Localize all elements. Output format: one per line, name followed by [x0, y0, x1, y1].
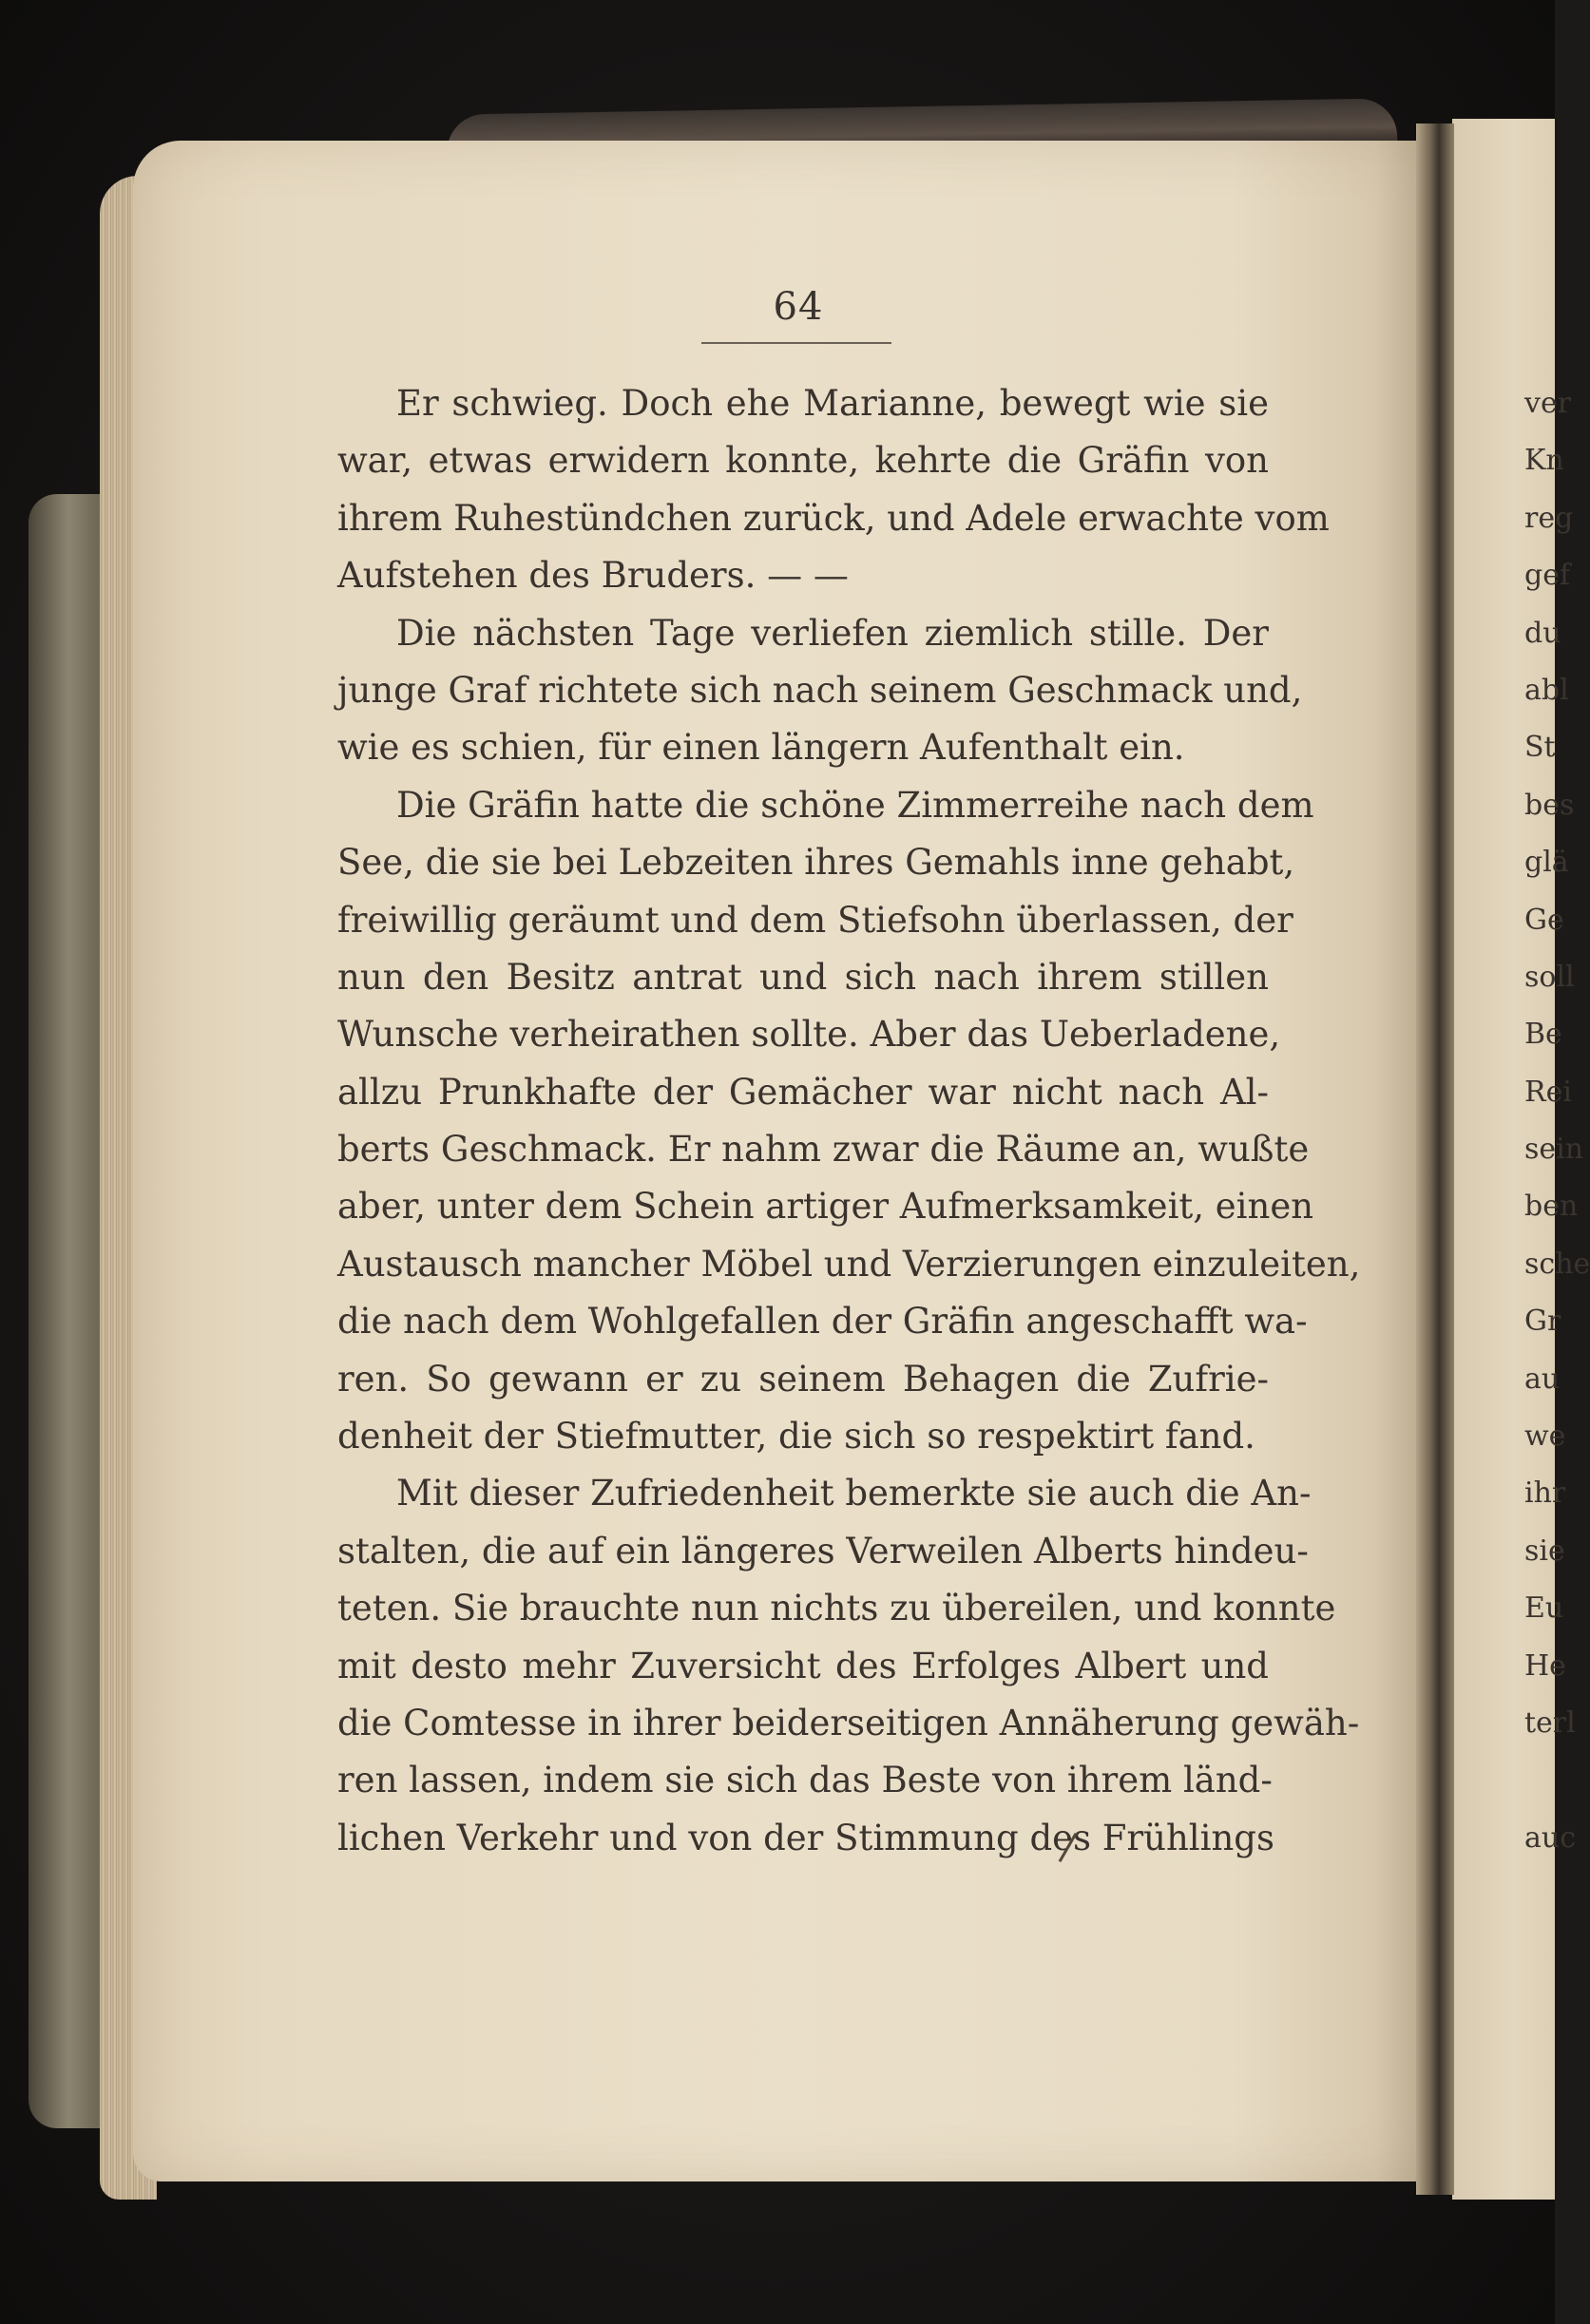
facing-page-fragment: sein	[1524, 1133, 1584, 1167]
text-line: wie es schien, für einen längern Aufenthalt ein.	[337, 727, 1185, 769]
facing-page-fragment: glä	[1524, 846, 1569, 880]
text-line: See, die sie bei Lebzeiten ihres Gemahls inne gehabt,	[337, 842, 1295, 884]
text-line: denheit der Stiefmutter, die sich so respektirt fand.	[337, 1416, 1255, 1457]
facing-page-text	[1524, 375, 1590, 1867]
text-line: Aufstehen des Bruders. — —	[337, 555, 849, 597]
text-line: Wunsche verheirathen sollte. Aber das Ueberladene,	[337, 1014, 1281, 1056]
text-line: stalten, die auf ein längeres Verweilen Alberts hindeu-	[337, 1530, 1309, 1572]
text-line: nun den Besitz antrat und sich nach ihrem stillen	[337, 956, 1269, 998]
facing-page-fragment: soll	[1524, 960, 1575, 994]
facing-page-fragment: ver	[1524, 387, 1572, 420]
facing-page-fragment: bes	[1524, 788, 1575, 822]
page-body-text	[337, 375, 1361, 1867]
facing-page-fragment: sie	[1524, 1533, 1565, 1568]
page-number: 64	[773, 285, 824, 329]
text-line: ihrem Ruhestündchen zurück, und Adele erwachte vom	[337, 497, 1330, 539]
text-line: allzu Prunkhafte der Gemächer war nicht nach Al-	[337, 1071, 1269, 1113]
text-line: aber, unter dem Schein artiger Aufmerksamkeit, einen	[337, 1186, 1314, 1228]
facing-page-fragment: ben	[1524, 1190, 1579, 1224]
facing-page-fragment: abl	[1524, 673, 1569, 707]
text-line: die nach dem Wohlgefallen der Gräfin angeschafft wa-	[337, 1301, 1308, 1343]
text-line: junge Graf richtete sich nach seinem Geschmack und,	[337, 669, 1303, 711]
facing-page-fragment: du	[1524, 616, 1561, 650]
facing-page-fragment: reg	[1524, 501, 1574, 535]
text-line: ren. So gewann er zu seinem Behagen die Zufrie-	[337, 1358, 1269, 1400]
facing-page-fragment: Gr	[1524, 1305, 1561, 1339]
text-line: mit desto mehr Zuversicht des Erfolges Albert und	[337, 1645, 1269, 1686]
text-line: berts Geschmack. Er nahm zwar die Räume an, wußte	[337, 1129, 1310, 1171]
facing-page-fragment: Eu	[1524, 1591, 1564, 1626]
facing-page-fragment	[1524, 1752, 1555, 1809]
facing-page-fragment: auc	[1524, 1820, 1577, 1855]
facing-page-fragment: we	[1524, 1419, 1566, 1454]
text-line: freiwillig geräumt und dem Stiefsohn überlassen, der	[337, 899, 1293, 941]
text-line: die Comtesse in ihrer beiderseitigen Annäherung gewäh-	[337, 1702, 1360, 1743]
facing-page-fragment: Rei	[1524, 1075, 1572, 1109]
facing-page-fragment: Ge	[1524, 903, 1564, 937]
text-line: Er schwieg. Doch ehe Marianne, bewegt wie sie	[396, 383, 1269, 424]
facing-page-fragment: St	[1524, 731, 1556, 765]
facing-page-fragment: au	[1524, 1362, 1561, 1396]
text-line: war, etwas erwidern konnte, kehrte die Gräfin von	[337, 440, 1269, 482]
text-line: ren lassen, indem sie sich das Beste von ihrem länd-	[337, 1760, 1273, 1801]
facing-page-fragment: terl	[1524, 1705, 1576, 1740]
text-line: Die nächsten Tage verliefen ziemlich stille. Der	[396, 612, 1269, 654]
text-line: Austausch mancher Möbel und Verzierungen einzuleiten,	[337, 1243, 1361, 1285]
facing-page-fragment: Be	[1524, 1018, 1562, 1052]
facing-page-fragment: gef	[1524, 559, 1571, 593]
header-rule	[701, 342, 891, 344]
facing-page-fragment: sche	[1524, 1247, 1590, 1281]
text-line: Die Gräfin hatte die schöne Zimmerreihe nach dem	[396, 784, 1314, 826]
text-line: Mit dieser Zufriedenheit bemerkte sie auch die An-	[396, 1473, 1312, 1514]
text-line: teten. Sie brauchte nun nichts zu übereilen, und konnte	[337, 1588, 1336, 1629]
facing-page-fragment: Kn	[1524, 444, 1564, 478]
text-line: lichen Verkehr und von der Stimmung des Frühlings	[337, 1817, 1274, 1858]
facing-page-fragment: He	[1524, 1648, 1566, 1683]
book-gutter	[1416, 124, 1454, 2195]
facing-page-fragment: ihr	[1524, 1476, 1566, 1511]
